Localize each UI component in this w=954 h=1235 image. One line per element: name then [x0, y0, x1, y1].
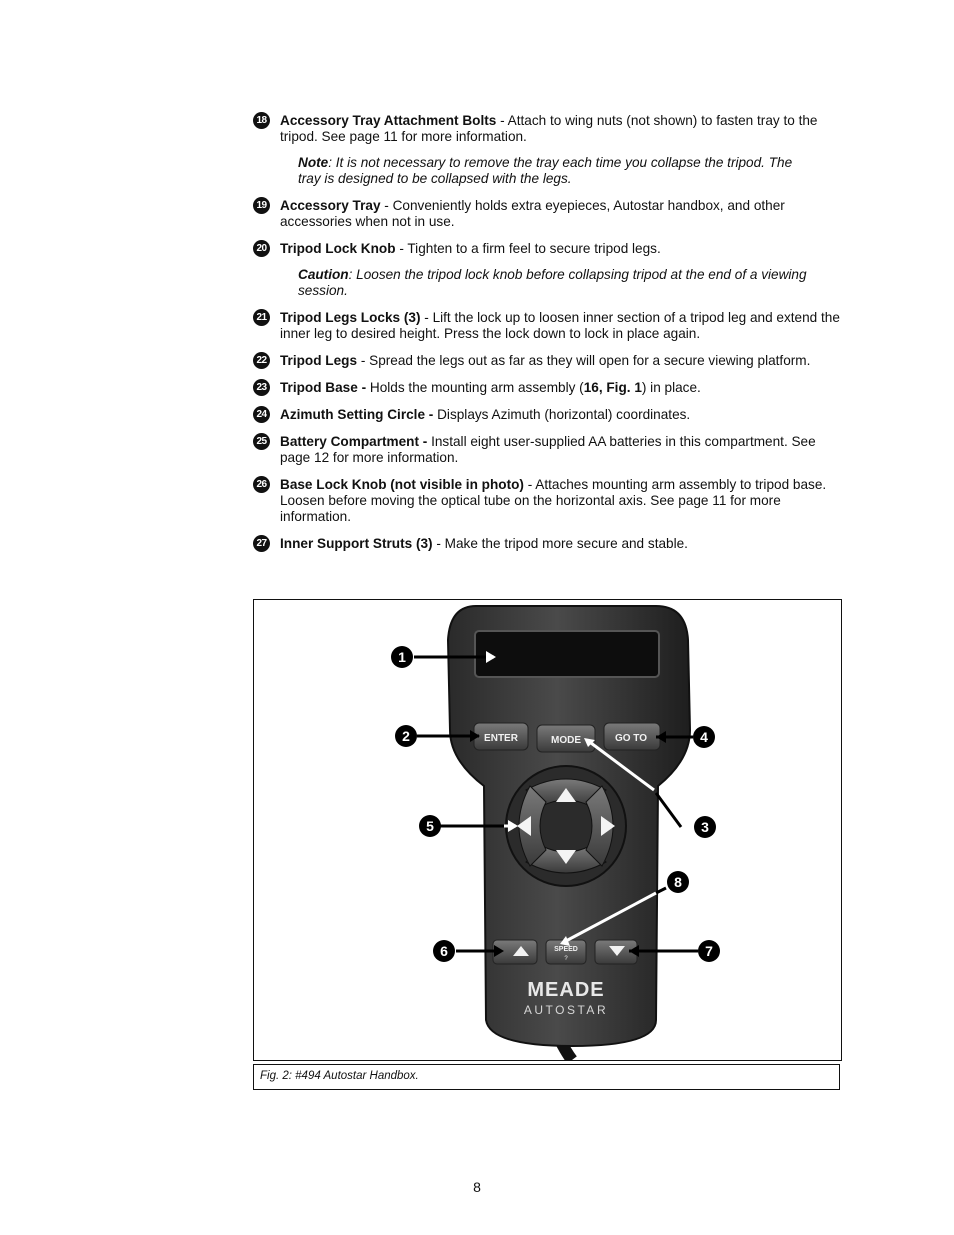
callout-number: 4: [700, 729, 708, 745]
item-term: Tripod Base -: [280, 380, 367, 395]
note-block: [298, 155, 818, 187]
caution-label: Caution: [298, 267, 349, 282]
callout-1: [391, 646, 413, 668]
item-number-badge: 25: [253, 433, 270, 450]
callout-8: [667, 871, 689, 893]
handbox-illustration: [254, 600, 841, 1060]
item-number-badge: 27: [253, 535, 270, 552]
list-item-20: [253, 241, 843, 257]
list-item-18: [253, 113, 843, 145]
item-description: - Lift the lock up to loosen inner section of a tripod leg and extend the inner leg to desired height. Press the lock down to lock in place again.: [280, 310, 840, 341]
item-description: Install eight user-supplied AA batteries in this compartment. See page 12 for more information.: [280, 434, 816, 465]
callout-2: [395, 725, 417, 747]
speed-button-label: SPEED: [554, 946, 578, 953]
item-description: - Make the tripod more secure and stable.: [432, 536, 688, 551]
item-description: - Spread the legs out as far as they will open for a secure viewing platform.: [357, 353, 811, 368]
list-item-25: [253, 434, 843, 466]
item-number-badge: 21: [253, 309, 270, 326]
list-item-24: [253, 407, 843, 423]
figure-caption: Fig. 2: #494 Autostar Handbox.: [253, 1064, 840, 1090]
item-term: Tripod Lock Knob: [280, 241, 396, 256]
caution-block: [298, 267, 818, 299]
item-term: Base Lock Knob (not visible in photo): [280, 477, 524, 492]
callout-number: 6: [440, 943, 448, 959]
goto-button: [604, 723, 660, 750]
item-number-badge: 22: [253, 352, 270, 369]
item-description: Displays Azimuth (horizontal) coordinates.: [433, 407, 691, 422]
callout-number: 8: [674, 874, 682, 890]
goto-button-label: GO TO: [614, 733, 648, 744]
item-number-badge: 18: [253, 112, 270, 129]
item-number-badge: 23: [253, 379, 270, 396]
item-description: - Tighten to a firm feel to secure tripod legs.: [395, 241, 661, 256]
component-list: [253, 113, 843, 563]
item-term: Accessory Tray Attachment Bolts: [280, 113, 497, 128]
list-item-22: [253, 353, 843, 369]
list-item-21: [253, 310, 843, 342]
enter-button: [474, 723, 528, 750]
brand-logo: MEADE: [527, 979, 605, 1001]
item-number-badge: 24: [253, 406, 270, 423]
callout-number: 7: [705, 943, 713, 959]
page-number: 8: [473, 1179, 481, 1195]
callout-4: [693, 726, 715, 748]
caution-text: : Loosen the tripod lock knob before collapsing tripod at the end of a viewing session.: [298, 267, 807, 298]
list-item-19: [253, 198, 843, 230]
item-description-end: ) in place.: [641, 380, 701, 395]
direction-pad: [506, 766, 626, 886]
item-term: Accessory Tray: [280, 198, 381, 213]
mode-button-label: MODE: [551, 735, 581, 746]
item-number-badge: 20: [253, 240, 270, 257]
callout-3: [694, 816, 716, 838]
leader-line-3: [656, 793, 681, 827]
callout-number: 2: [402, 728, 410, 744]
speed-button-sublabel: ?: [564, 956, 568, 962]
list-item-23: [253, 380, 843, 396]
item-number-badge: 26: [253, 476, 270, 493]
item-description: - Attaches mounting arm assembly to tripod base. Loosen before moving the optical tube on the horizontal axis. See page 11 for more information.: [280, 477, 827, 524]
item-term: Tripod Legs: [280, 353, 358, 368]
note-label: Note: [298, 155, 329, 170]
callout-number: 1: [398, 649, 406, 665]
callout-number: 3: [701, 819, 709, 835]
model-name: AUTOSTAR: [523, 1003, 609, 1017]
item-term: Battery Compartment -: [280, 434, 428, 449]
item-term: Tripod Legs Locks (3): [280, 310, 421, 325]
list-item-26: [253, 477, 843, 525]
lcd-display: [475, 631, 659, 677]
item-number-badge: 19: [253, 197, 270, 214]
handbox-figure: [253, 599, 842, 1061]
callout-5: [419, 815, 441, 837]
callout-number: 5: [426, 818, 434, 834]
callout-6: [433, 940, 455, 962]
list-item-27: [253, 536, 843, 552]
item-description: - Attach to wing nuts (not shown) to fasten tray to the tripod. See page 11 for more information.: [280, 113, 818, 144]
note-text: : It is not necessary to remove the tray each time you collapse the tripod. The tray is designed to be collapsed with the legs.: [298, 155, 793, 186]
item-description: Holds the mounting arm assembly (: [366, 380, 584, 395]
item-description: - Conveniently holds extra eyepieces, Autostar handbox, and other accessories when not in use.: [280, 198, 785, 229]
item-term: Azimuth Setting Circle -: [280, 407, 434, 422]
callout-7: [698, 940, 720, 962]
item-term: Inner Support Struts (3): [280, 536, 433, 551]
enter-button-label: ENTER: [484, 733, 518, 744]
figure-reference: 16, Fig. 1: [583, 380, 642, 395]
